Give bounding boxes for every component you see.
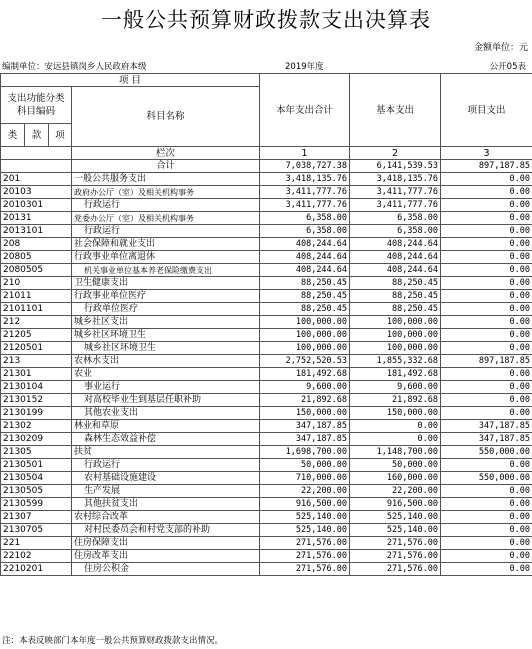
row-basic: 1,855,332.68	[350, 355, 441, 368]
meta-row	[0, 60, 532, 73]
row-subject-name: 林业和草原	[72, 420, 260, 433]
header-item: 项 目	[1, 74, 260, 87]
row-code: 2013101	[1, 225, 72, 238]
header-kuan: 款	[25, 124, 49, 147]
table-row	[1, 368, 532, 381]
row-basic: 408,244.64	[350, 251, 441, 264]
row-basic: 916,500.00	[350, 498, 441, 511]
row-subject-name: 对高校毕业生到基层任职补助	[72, 394, 260, 407]
row-total: 2,752,520.53	[260, 355, 350, 368]
row-code: 2130599	[1, 498, 72, 511]
row-project: 0.00	[441, 264, 532, 277]
total-label: 合计	[72, 160, 260, 173]
header-lanci: 栏次	[72, 147, 260, 160]
total-row	[1, 160, 532, 173]
row-basic: 100,000.00	[350, 329, 441, 342]
row-basic: 525,140.00	[350, 511, 441, 524]
row-project: 0.00	[441, 407, 532, 420]
row-subject-name: 城乡社区环境卫生	[72, 342, 260, 355]
row-subject-name: 行政事业单位医疗	[72, 290, 260, 303]
table-row	[1, 446, 532, 459]
row-subject-name: 森林生态效益补偿	[72, 433, 260, 446]
row-total: 271,576.00	[260, 563, 350, 576]
row-basic: 88,250.45	[350, 303, 441, 316]
total-amount: 7,038,727.38	[260, 160, 350, 173]
row-project: 0.00	[441, 563, 532, 576]
row-project: 0.00	[441, 251, 532, 264]
row-project: 0.00	[441, 537, 532, 550]
row-code: 2130104	[1, 381, 72, 394]
row-subject-name: 其他农业支出	[72, 407, 260, 420]
row-project: 0.00	[441, 199, 532, 212]
row-subject-name: 事业运行	[72, 381, 260, 394]
row-total: 271,576.00	[260, 550, 350, 563]
table-row	[1, 459, 532, 472]
amount-unit: 金额单位：元	[473, 43, 528, 53]
header-xiang: 项	[49, 124, 72, 147]
table-row	[1, 303, 532, 316]
row-total: 6,358.00	[260, 225, 350, 238]
table-row	[1, 420, 532, 433]
row-total: 88,250.45	[260, 290, 350, 303]
row-total: 408,244.64	[260, 238, 350, 251]
row-code: 21302	[1, 420, 72, 433]
fiscal-year: 2019年度	[285, 62, 324, 72]
row-project: 0.00	[441, 290, 532, 303]
row-basic: 50,000.00	[350, 459, 441, 472]
row-subject-name: 扶贫	[72, 446, 260, 459]
table-row	[1, 186, 532, 199]
table-row	[1, 498, 532, 511]
row-subject-name: 一般公共服务支出	[72, 173, 260, 186]
table-row	[1, 511, 532, 524]
header-lei: 类	[1, 124, 25, 147]
row-project: 347,187.85	[441, 433, 532, 446]
header-row-item	[1, 74, 532, 87]
row-total: 100,000.00	[260, 316, 350, 329]
row-basic: 408,244.64	[350, 264, 441, 277]
col-number-3: 3	[441, 147, 532, 160]
row-basic: 0.00	[350, 420, 441, 433]
row-total: 710,000.00	[260, 472, 350, 485]
table-row	[1, 381, 532, 394]
row-subject-name: 行政运行	[72, 199, 260, 212]
table-row	[1, 355, 532, 368]
row-subject-name: 住房保障支出	[72, 537, 260, 550]
row-project: 0.00	[441, 225, 532, 238]
row-code: 2010301	[1, 199, 72, 212]
table-row	[1, 225, 532, 238]
header-project: 项目支出	[441, 74, 532, 147]
table-row	[1, 238, 532, 251]
row-basic: 3,418,135.76	[350, 173, 441, 186]
row-code: 2130505	[1, 485, 72, 498]
row-code: 2130504	[1, 472, 72, 485]
row-project: 0.00	[441, 498, 532, 511]
row-project: 0.00	[441, 329, 532, 342]
form-number: 公开05表	[489, 62, 526, 72]
row-project: 0.00	[441, 173, 532, 186]
header-total: 本年支出合计	[260, 74, 350, 147]
row-project: 0.00	[441, 381, 532, 394]
row-code: 20103	[1, 186, 72, 199]
row-basic: 3,411,777.76	[350, 186, 441, 199]
row-total: 408,244.64	[260, 264, 350, 277]
row-subject-name: 卫生健康支出	[72, 277, 260, 290]
row-code: 21305	[1, 446, 72, 459]
row-basic: 181,492.68	[350, 368, 441, 381]
row-subject-name: 行政事业单位离退休	[72, 251, 260, 264]
table-row	[1, 394, 532, 407]
row-total: 347,187.85	[260, 433, 350, 446]
table-row	[1, 550, 532, 563]
table-row	[1, 316, 532, 329]
row-code: 201	[1, 173, 72, 186]
header-subject-name: 科目名称	[72, 87, 260, 147]
row-subject-name: 行政运行	[72, 225, 260, 238]
row-subject-name: 农村综合改革	[72, 511, 260, 524]
header-func-code: 支出功能分类科目编码	[1, 87, 72, 124]
row-basic: 22,200.00	[350, 485, 441, 498]
row-total: 88,250.45	[260, 277, 350, 290]
row-code: 20131	[1, 212, 72, 225]
table-row	[1, 199, 532, 212]
row-basic: 3,411,777.76	[350, 199, 441, 212]
row-subject-name: 党委办公厅（室）及相关机构事务	[72, 212, 260, 225]
row-code: 2120501	[1, 342, 72, 355]
table-row	[1, 563, 532, 576]
row-subject-name: 其他扶贫支出	[72, 498, 260, 511]
row-project: 550,000.00	[441, 446, 532, 459]
row-total: 1,698,700.00	[260, 446, 350, 459]
table-row	[1, 251, 532, 264]
row-total: 100,000.00	[260, 342, 350, 355]
row-total: 347,187.85	[260, 420, 350, 433]
table-row	[1, 537, 532, 550]
row-code: 2080505	[1, 264, 72, 277]
row-subject-name: 生产发展	[72, 485, 260, 498]
row-basic: 88,250.45	[350, 277, 441, 290]
row-basic: 0.00	[350, 433, 441, 446]
row-subject-name: 住房公积金	[72, 563, 260, 576]
row-code: 2101101	[1, 303, 72, 316]
row-code: 22102	[1, 550, 72, 563]
row-project: 0.00	[441, 459, 532, 472]
row-code: 21205	[1, 329, 72, 342]
row-basic: 150,000.00	[350, 407, 441, 420]
row-basic: 100,000.00	[350, 316, 441, 329]
row-code: 212	[1, 316, 72, 329]
report-title: 一般公共预算财政拨款支出决算表	[101, 8, 431, 32]
row-project: 0.00	[441, 212, 532, 225]
row-total: 525,140.00	[260, 511, 350, 524]
row-subject-name: 农村基础设施建设	[72, 472, 260, 485]
table-row	[1, 290, 532, 303]
table-row	[1, 433, 532, 446]
row-code: 2130501	[1, 459, 72, 472]
row-code: 2130209	[1, 433, 72, 446]
row-total: 9,600.00	[260, 381, 350, 394]
row-project: 0.00	[441, 368, 532, 381]
row-project: 0.00	[441, 186, 532, 199]
total-basic: 6,141,539.53	[350, 160, 441, 173]
row-code: 20805	[1, 251, 72, 264]
row-project: 0.00	[441, 303, 532, 316]
table-row	[1, 524, 532, 537]
row-total: 50,000.00	[260, 459, 350, 472]
row-basic: 271,576.00	[350, 537, 441, 550]
row-subject-name: 住房改革支出	[72, 550, 260, 563]
row-total: 181,492.68	[260, 368, 350, 381]
table-row	[1, 277, 532, 290]
row-total: 6,358.00	[260, 212, 350, 225]
row-basic: 6,358.00	[350, 225, 441, 238]
col-number-1: 1	[260, 147, 350, 160]
row-subject-name: 社会保障和就业支出	[72, 238, 260, 251]
row-basic: 21,892.68	[350, 394, 441, 407]
table-row	[1, 173, 532, 186]
row-subject-name: 行政运行	[72, 459, 260, 472]
row-subject-name: 对村民委员会和村党支部的补助	[72, 524, 260, 537]
row-project: 347,187.85	[441, 420, 532, 433]
row-subject-name: 机关事业单位基本养老保险缴费支出	[72, 264, 260, 277]
row-code: 2130199	[1, 407, 72, 420]
table-row	[1, 485, 532, 498]
row-basic: 100,000.00	[350, 342, 441, 355]
row-code: 21011	[1, 290, 72, 303]
row-code: 2130705	[1, 524, 72, 537]
table-row	[1, 329, 532, 342]
table-row	[1, 407, 532, 420]
row-code: 221	[1, 537, 72, 550]
table-row	[1, 212, 532, 225]
row-total: 3,411,777.76	[260, 199, 350, 212]
row-basic: 271,576.00	[350, 563, 441, 576]
row-total: 3,411,777.76	[260, 186, 350, 199]
row-subject-name: 行政单位医疗	[72, 303, 260, 316]
row-code: 213	[1, 355, 72, 368]
total-project: 897,187.85	[441, 160, 532, 173]
row-project: 897,187.85	[441, 355, 532, 368]
row-total: 150,000.00	[260, 407, 350, 420]
row-total: 88,250.45	[260, 303, 350, 316]
row-project: 0.00	[441, 342, 532, 355]
row-subject-name: 政府办公厅（室）及相关机构事务	[72, 186, 260, 199]
row-basic: 408,244.64	[350, 238, 441, 251]
row-project: 0.00	[441, 277, 532, 290]
row-total: 525,140.00	[260, 524, 350, 537]
expenditure-table	[0, 73, 532, 576]
row-subject-name: 城乡社区环境卫生	[72, 329, 260, 342]
row-project: 0.00	[441, 550, 532, 563]
row-code: 21307	[1, 511, 72, 524]
row-total: 916,500.00	[260, 498, 350, 511]
table-row	[1, 264, 532, 277]
table-row	[1, 472, 532, 485]
row-basic: 6,358.00	[350, 212, 441, 225]
row-total: 22,200.00	[260, 485, 350, 498]
header-row-lanci	[1, 147, 532, 160]
row-code: 2130152	[1, 394, 72, 407]
row-project: 0.00	[441, 524, 532, 537]
row-project: 0.00	[441, 394, 532, 407]
row-project: 0.00	[441, 485, 532, 498]
header-basic: 基本支出	[350, 74, 441, 147]
row-total: 271,576.00	[260, 537, 350, 550]
row-basic: 271,576.00	[350, 550, 441, 563]
org-name: 编制单位：安远县镇岗乡人民政府本级	[2, 62, 147, 72]
row-subject-name: 农林水支出	[72, 355, 260, 368]
row-project: 0.00	[441, 316, 532, 329]
row-total: 3,418,135.76	[260, 173, 350, 186]
row-basic: 9,600.00	[350, 381, 441, 394]
table-row	[1, 342, 532, 355]
row-total: 21,892.68	[260, 394, 350, 407]
row-project: 0.00	[441, 238, 532, 251]
footnote: 注：本表反映部门本年度一般公共预算财政拨款支出情况。	[2, 636, 224, 646]
row-code: 210	[1, 277, 72, 290]
row-basic: 1,148,700.00	[350, 446, 441, 459]
row-project: 550,000.00	[441, 472, 532, 485]
row-basic: 88,250.45	[350, 290, 441, 303]
row-subject-name: 城乡社区支出	[72, 316, 260, 329]
row-code: 208	[1, 238, 72, 251]
col-number-2: 2	[350, 147, 441, 160]
row-total: 100,000.00	[260, 329, 350, 342]
row-subject-name: 农业	[72, 368, 260, 381]
row-basic: 525,140.00	[350, 524, 441, 537]
row-code: 21301	[1, 368, 72, 381]
row-project: 0.00	[441, 511, 532, 524]
row-basic: 160,000.00	[350, 472, 441, 485]
row-code: 2210201	[1, 563, 72, 576]
row-total: 408,244.64	[260, 251, 350, 264]
